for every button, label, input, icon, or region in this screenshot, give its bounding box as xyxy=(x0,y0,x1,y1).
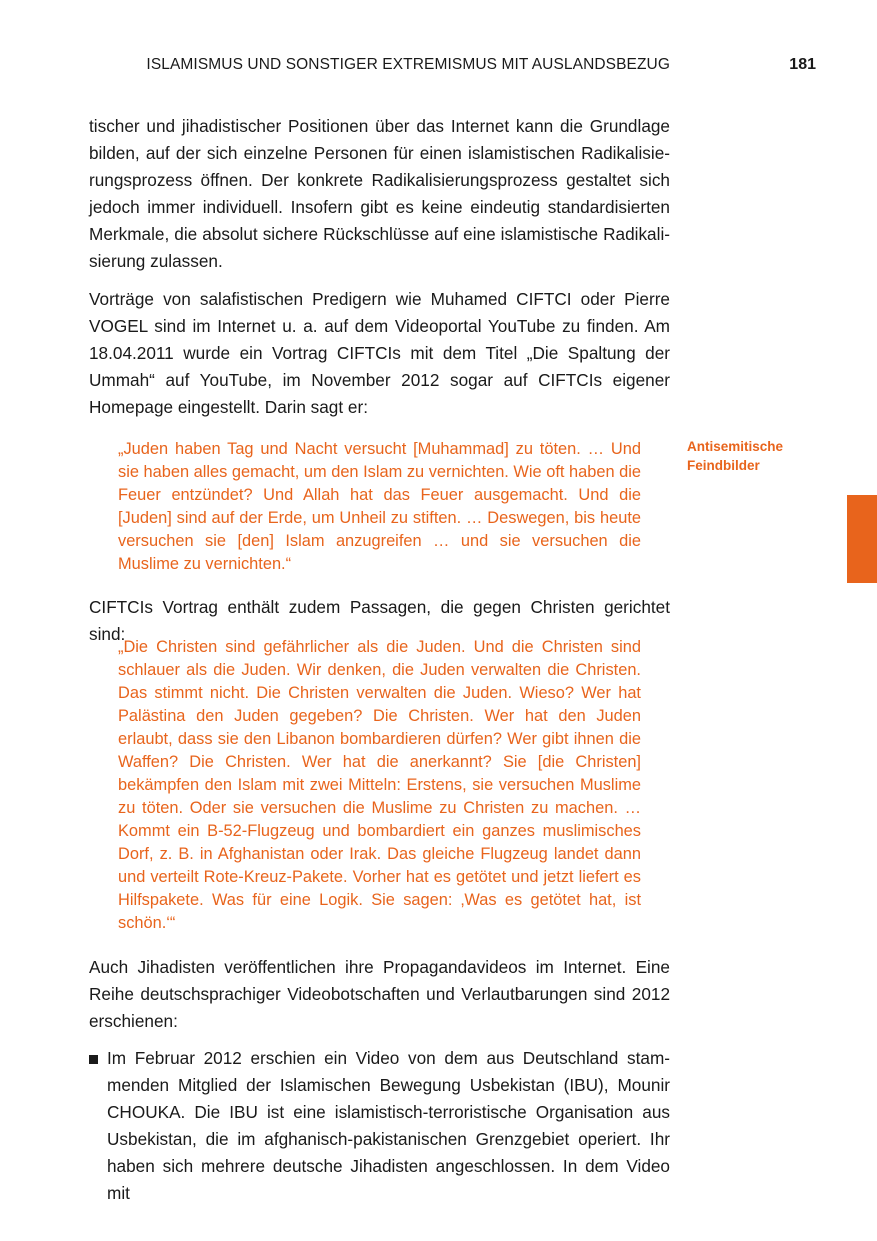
bullet-item-1 xyxy=(89,1045,670,1207)
body-paragraph-2: Vorträge von salafistischen Predigern wie Muhamed CIFTCI oder Pierre VOGEL sind im Internet u. a. auf dem Videoportal YouTube zu finden. Am 18.04.2011 wurde ein Vortrag CIFTCIs mit dem Titel „Die Spaltung der Ummah“ auf YouTube, im November 2012 sogar auf CIFTCIs eigener Homepage eingestellt. Darin sagt er: xyxy=(89,289,670,417)
margin-note-line-2: Feindbilder xyxy=(687,458,760,473)
bullet-list xyxy=(89,1045,670,1207)
margin-note-line-1: Antisemitische xyxy=(687,439,784,454)
margin-note xyxy=(687,437,827,475)
body-paragraph-4: Auch Jihadisten veröffentlichen ihre Propagandavideos im Internet. Eine Reihe deutschsprachiger Videobotschaften und Verlautbarungen sind 2012 erschienen: xyxy=(89,957,670,1031)
chapter-thumb-tab xyxy=(847,495,877,583)
body-paragraph-1: tischer und jihadistischer Positionen über das Internet kann die Grundlage bilden, auf der sich einzelne Personen für einen islamistischen Radikalisierungsprozess öffnen. Der konkrete Radikalisierungsprozess gestaltet sich jedoch immer individuell. Insofern gibt es keine eindeutig standardisierten Merkmale, die absolut sichere Rückschlüsse auf eine islamistische Radikalisierung zulassen. xyxy=(89,116,670,271)
bullet-item-text: Im Februar 2012 erschien ein Video von dem aus Deutschland stammenden Mitglied der Islamischen Bewegung Usbekistan (IBU), Mounir CHOUKA. Die IBU ist eine islamistisch-terroristische Organisation aus Usbekistan, die im afghanisch-pakistanischen Grenzgebiet operiert. Ihr haben sich mehrere deutsche Jihadisten angeschlossen. In dem Video mit xyxy=(107,1048,670,1203)
square-bullet-icon xyxy=(89,1055,98,1064)
quote-block-1: „Juden haben Tag und Nacht versucht [Muhammad] zu töten. … Und sie haben alles gemacht, um den Islam zu vernichten. Wie oft haben die Feuer entzündet? Und Allah hat das Feuer ausgemacht. Und die [Juden] sind auf der Erde, um Unheil zu stiften. … Deswegen, bis heute versuchen sie [den] Islam anzugreifen … und sie versuchen die Muslime zu vernichten.“ xyxy=(118,440,641,573)
body-paragraph-3: CIFTCIs Vortrag enthält zudem Passagen, die gegen Christen gerichtet sind: xyxy=(89,597,670,644)
page-number: 181 xyxy=(789,56,816,73)
quote-block-2: „Die Christen sind gefährlicher als die Juden. Und die Christen sind schlauer als die Juden. Wir denken, die Juden verwalten die Christen. Das stimmt nicht. Die Christen verwalten die Juden. Wieso? Wer hat Palästina den Juden gegeben? Die Christen. Wer hat den Juden erlaubt, dass sie den Libanon bombardieren dürfen? Wer gibt ihnen die Waffen? Die Christen. Wer hat die anerkannt? Sie [die Christen] bekämpfen den Islam mit zwei Mitteln: Erstens, sie versuchen Muslime zu töten. Oder sie versuchen die Muslime zu Christen zu machen. … Kommt ein B-52-Flugzeug und bombardiert ein ganzes muslimisches Dorf, z. B. in Afghanistan oder Irak. Das gleiche Flugzeug landet dann und verteilt Rote-Kreuz-Pakete. Vorher hat es getötet und jetzt liefert es Hilfspakete. Was für eine Logik. Sie sagen: ‚Was es getötet hat, ist schön.‘“ xyxy=(118,638,641,932)
running-header-title: ISLAMISMUS UND SONSTIGER EXTREMISMUS MIT AUSLANDSBEZUG xyxy=(146,56,670,73)
